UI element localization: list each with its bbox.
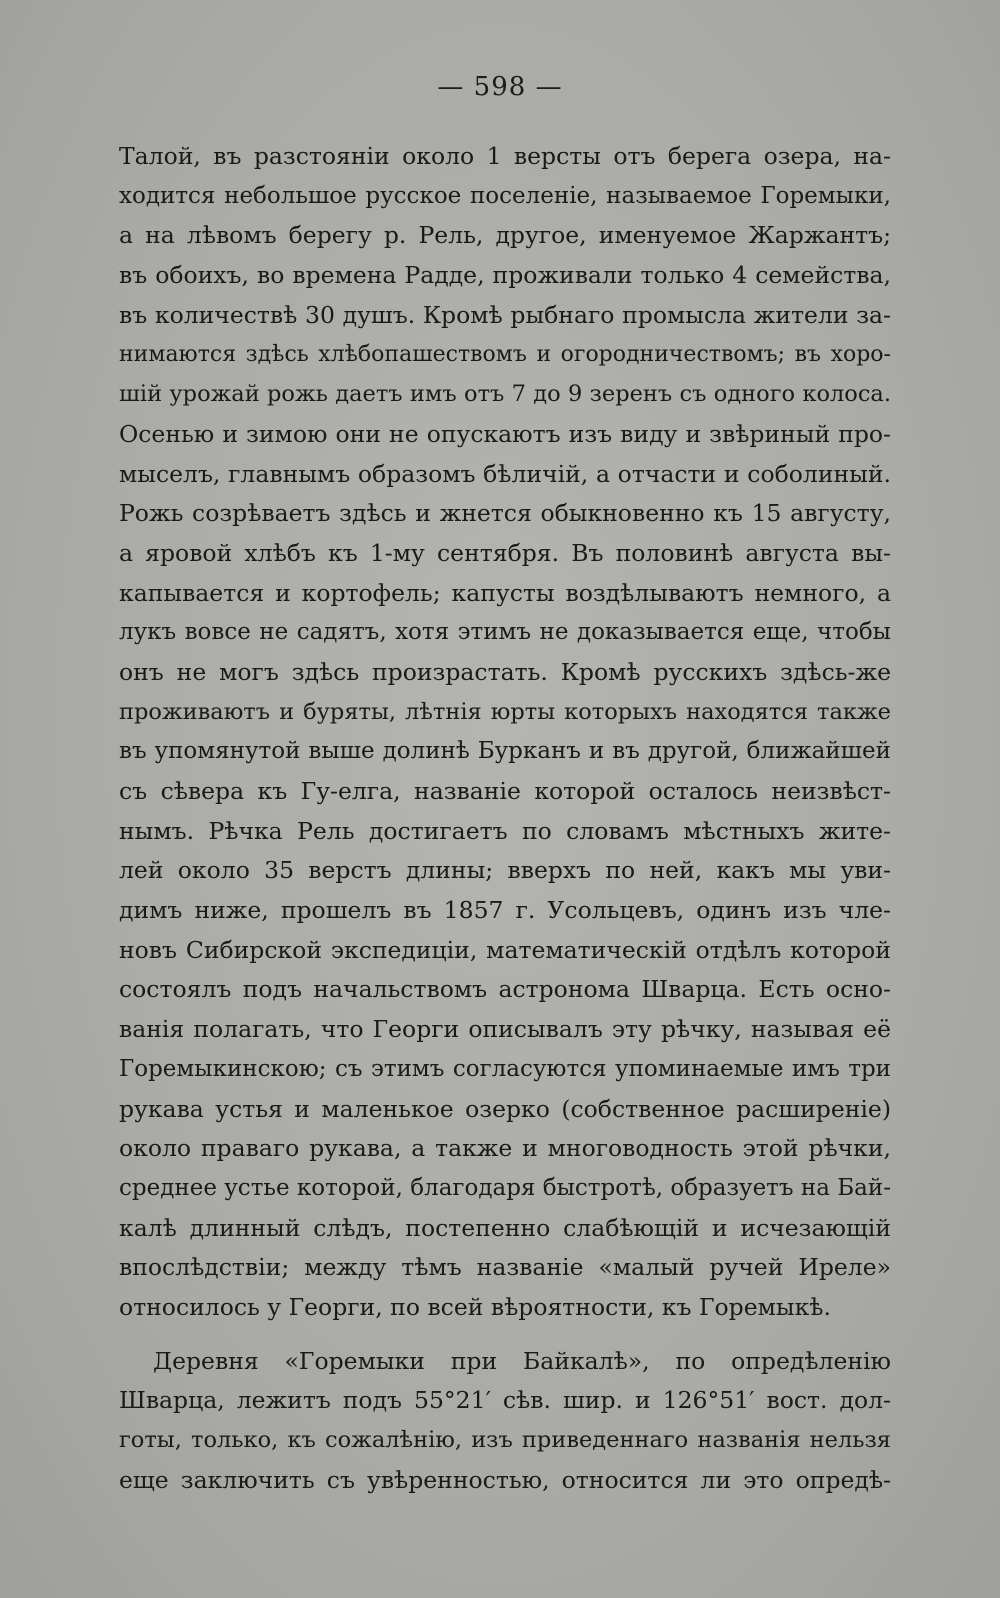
- text-line: Осенью и зимою они не опускаютъ изъ виду и звѣриный про-: [119, 419, 891, 448]
- text-line: въ обоихъ, во времена Радде, проживали только 4 семейства,: [119, 261, 891, 290]
- text-line: въ упомянутой выше долинѣ Бурканъ и въ другой, ближайшей: [119, 738, 891, 765]
- text-line: мыселъ, главнымъ образомъ бѣличій, а отчасти и соболиный.: [119, 459, 891, 488]
- text-line: рукава устья и маленькое озерко (собственное расширеніе): [119, 1094, 891, 1123]
- page-number: — 598 —: [437, 72, 563, 102]
- text-line: около праваго рукава, а также и многоводность этой рѣчки,: [119, 1134, 891, 1163]
- text-line: Рожь созрѣваетъ здѣсь и жнется обыкновенно къ 15 августу,: [119, 499, 891, 528]
- text-line: Талой, въ разстояніи около 1 версты отъ берега озера, на-: [119, 142, 891, 170]
- text-line: состоялъ подъ начальствомъ астронома Шварца. Есть осно-: [119, 975, 891, 1004]
- text-line: онъ не могъ здѣсь произрастать. Кромѣ русскихъ здѣсь-же: [119, 657, 891, 686]
- paragraph-gap: [119, 1328, 891, 1342]
- text-line: ходится небольшое русское поселеніе, называемое Горемыки,: [119, 182, 891, 209]
- text-line: относилось у Георги, по всей вѣроятности, къ Горемыкѣ.: [119, 1292, 831, 1321]
- text-line: Деревня «Горемыки при Байкалѣ», по опредѣленію: [153, 1346, 891, 1375]
- text-line: ванія полагать, что Георги описывалъ эту рѣчку, называя её: [119, 1015, 891, 1044]
- text-line: Горемыкинскою; съ этимъ согласуются упоминаемые имъ три: [119, 1055, 891, 1082]
- text-line: впослѣдствіи; между тѣмъ названіе «малый ручей Иреле»: [119, 1253, 891, 1282]
- text-line: въ количествѣ 30 душъ. Кромѣ рыбнаго промысла жители за-: [119, 300, 891, 329]
- text-line: еще заключить съ увѣренностью, относится ли это опредѣ-: [119, 1465, 891, 1494]
- text-line: готы, только, къ сожалѣнію, изъ приведеннаго названія нельзя: [119, 1427, 891, 1453]
- text-line: а на лѣвомъ берегу р. Рель, другое, именуемое Жаржантъ;: [119, 221, 891, 250]
- text-line: лей около 35 верстъ длины; вверхъ по ней, какъ мы уви-: [119, 856, 891, 885]
- text-line: а яровой хлѣбъ къ 1-му сентября. Въ половинѣ августа вы-: [119, 538, 891, 567]
- text-line: Шварца, лежитъ подъ 55°21′ сѣв. шир. и 126°51′ вост. дол-: [119, 1386, 891, 1415]
- text-line: лукъ вовсе не садятъ, хотя этимъ не доказывается еще, чтобы: [119, 619, 891, 646]
- text-line: среднее устье которой, благодаря быстротѣ, образуетъ на Бай-: [119, 1174, 891, 1201]
- text-line: калѣ длинный слѣдъ, постепенно слабѣющій и исчезающій: [119, 1213, 891, 1242]
- text-line: шій урожай рожь даетъ имъ отъ 7 до 9 зеренъ съ одного колоса.: [119, 381, 891, 408]
- paragraph-1: [119, 137, 891, 1328]
- text-line: нимаются здѣсь хлѣбопашествомъ и огородничествомъ; въ хоро-: [119, 342, 891, 368]
- text-line: проживаютъ и буряты, лѣтнія юрты которыхъ находятся также: [119, 698, 891, 725]
- text-line: новъ Сибирской экспедиціи, математическій отдѣлъ которой: [119, 935, 891, 964]
- text-line: димъ ниже, прошелъ въ 1857 г. Усольцевъ, одинъ изъ чле-: [119, 896, 891, 925]
- text-line: капывается и кортофель; капусты воздѣлываютъ немного, а: [119, 578, 891, 607]
- text-line: съ сѣвера къ Гу-елга, названіе которой осталось неизвѣст-: [119, 777, 891, 805]
- text-line: нымъ. Рѣчка Рель достигаетъ по словамъ мѣстныхъ жите-: [119, 816, 891, 845]
- paragraph-2: [119, 1342, 891, 1501]
- body-text: [119, 137, 891, 1500]
